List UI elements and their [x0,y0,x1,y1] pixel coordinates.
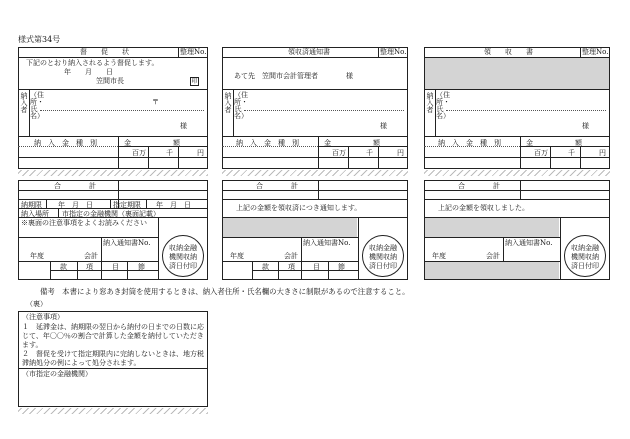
panel1-total: 合 計 [54,182,96,190]
panel2-unit-yen: 円 [397,149,404,157]
panel1-notice: 下記のとおり納入されるよう督促します。 [26,59,159,67]
perforation [18,408,208,414]
panel1-unit-yen: 円 [197,149,204,157]
panel3-notice-no: 納入通知書No. [505,239,553,247]
panel1-date: 年 月 日 [64,68,113,76]
panel2-col-amount: 金 額 [324,139,380,147]
panel3-title: 領 収 書 [484,48,533,56]
panel1-col-type: 納 入 金 種 別 [34,139,97,147]
back-heading: （注意事項） [22,313,64,321]
panel2-col-type: 納 入 金 種 別 [236,139,299,147]
panel2-notice-no: 納入通知書No. [303,239,351,247]
panel2-message: 上記の金額を領収済につき通知します。 [236,204,362,212]
back-side-label: （裏） [26,300,47,308]
panel3-unit-thousand: 千 [568,149,575,157]
panel3-total: 合 計 [458,182,500,190]
panel3-fiscal-year: 年度 [432,252,446,260]
seal-mark: 印 [191,78,198,85]
panel1-payment-place: 納入場所 [21,210,49,218]
panel2-shaded-area [223,218,357,237]
panel2-ref: 整理No. [380,48,407,56]
panel1-title: 督 促 状 [80,48,129,56]
panel2-unit-thousand: 千 [366,149,373,157]
panel3-stamp-label: 収納金融機関収納済日付印 [571,244,599,270]
back-item-2: ２ 督促を受けて指定期限内に完納しないときは、地方税滞納処分の例によって処分されます。 [22,350,204,367]
panel2-col-kan: 款 [262,263,269,271]
panel1-back-note: ※裏面の注意事項をよくお読みください [21,219,147,227]
panel3-address-label: （住所・氏名） [436,91,450,120]
panel1-sama: 様 [180,122,187,130]
panel1-account: 会計 [84,252,98,260]
panel1-col-kan: 款 [60,263,67,271]
panel3-shaded-area-bottom [425,262,559,279]
panel1-unit-thousand: 千 [166,149,173,157]
panel1-ref: 整理No. [180,48,207,56]
panel3-payer-label: 納入者 [426,92,434,114]
panel2-stamp-label: 収納金融機関収納済日付印 [369,244,397,270]
panel3-shaded-area-lower [425,218,559,237]
panel1-unit-million: 百万 [132,149,146,157]
panel1-deadline: 納期限 [21,201,42,209]
panel1-mayor: 笠間市長 [96,77,124,85]
panel1-designated-ymd: 年 月 日 [156,201,191,209]
panel2-unit-million: 百万 [332,149,346,157]
panel1-notice-no: 納入通知書No. [103,239,151,247]
panel2-col-kou: 項 [288,263,295,271]
panel2-fiscal-year: 年度 [230,252,244,260]
panel2-addressee: あて先 笠間市会計管理者 様 [234,72,353,80]
panel1-fiscal-year: 年度 [30,252,44,260]
perforation [222,170,408,176]
panel1-col-amount: 金 額 [124,139,180,147]
panel3-ref: 整理No. [582,48,609,56]
form-number: 様式第34号 [18,35,61,44]
panel1-designated-bank: 市指定の金融機関（裏面記載） [62,210,160,218]
panel1-postal: 〒 [152,98,159,106]
panel2-total: 合 計 [256,182,298,190]
panel2-col-setsu: 節 [338,263,345,271]
panel1-stamp-label: 収納金融機関収納済日付印 [169,244,197,270]
panel3-unit-million: 百万 [534,149,548,157]
panel3-account: 会計 [486,252,500,260]
panel1-address-label: （住所・氏名） [30,91,44,120]
panel1-payer-label: 納入者 [20,92,28,114]
panel3-sama: 様 [582,122,589,130]
panel2-title: 領収済通知書 [288,48,330,56]
back-item-1: １ 延滞金は、納期限の翌日から納付の日までの日数に応じて、年〇〇％の割合で計算した金額を納付していただきます。 [22,323,204,349]
panel2-address-label: （住所・氏名） [234,91,248,120]
perforation [424,170,610,176]
back-bank-heading: （市指定の金融機関） [22,370,92,378]
panel2-sama: 様 [380,122,387,130]
panel1-col-kou: 項 [86,263,93,271]
remark-note: 備考 本書により窓あき封筒を使用するときは、納入者住所・氏名欄の大きさに制限があるので注意すること。 [40,287,410,296]
panel2-col-moku: 目 [313,263,320,271]
panel2-payer-label: 納入者 [224,92,232,114]
panel1-col-moku: 目 [112,263,119,271]
panel3-col-type: 納 入 金 種 別 [438,139,501,147]
panel1-designated-deadline: 指定期限 [113,201,141,209]
panel3-unit-yen: 円 [599,149,606,157]
perforation [18,170,208,176]
panel3-col-amount: 金 額 [526,139,582,147]
panel1-col-setsu: 節 [138,263,145,271]
panel1-deadline-ymd: 年 月 日 [58,201,93,209]
panel3-shaded-area [425,58,609,89]
panel2-account: 会計 [284,252,298,260]
panel3-message: 上記の金額を領収しました。 [438,204,529,212]
